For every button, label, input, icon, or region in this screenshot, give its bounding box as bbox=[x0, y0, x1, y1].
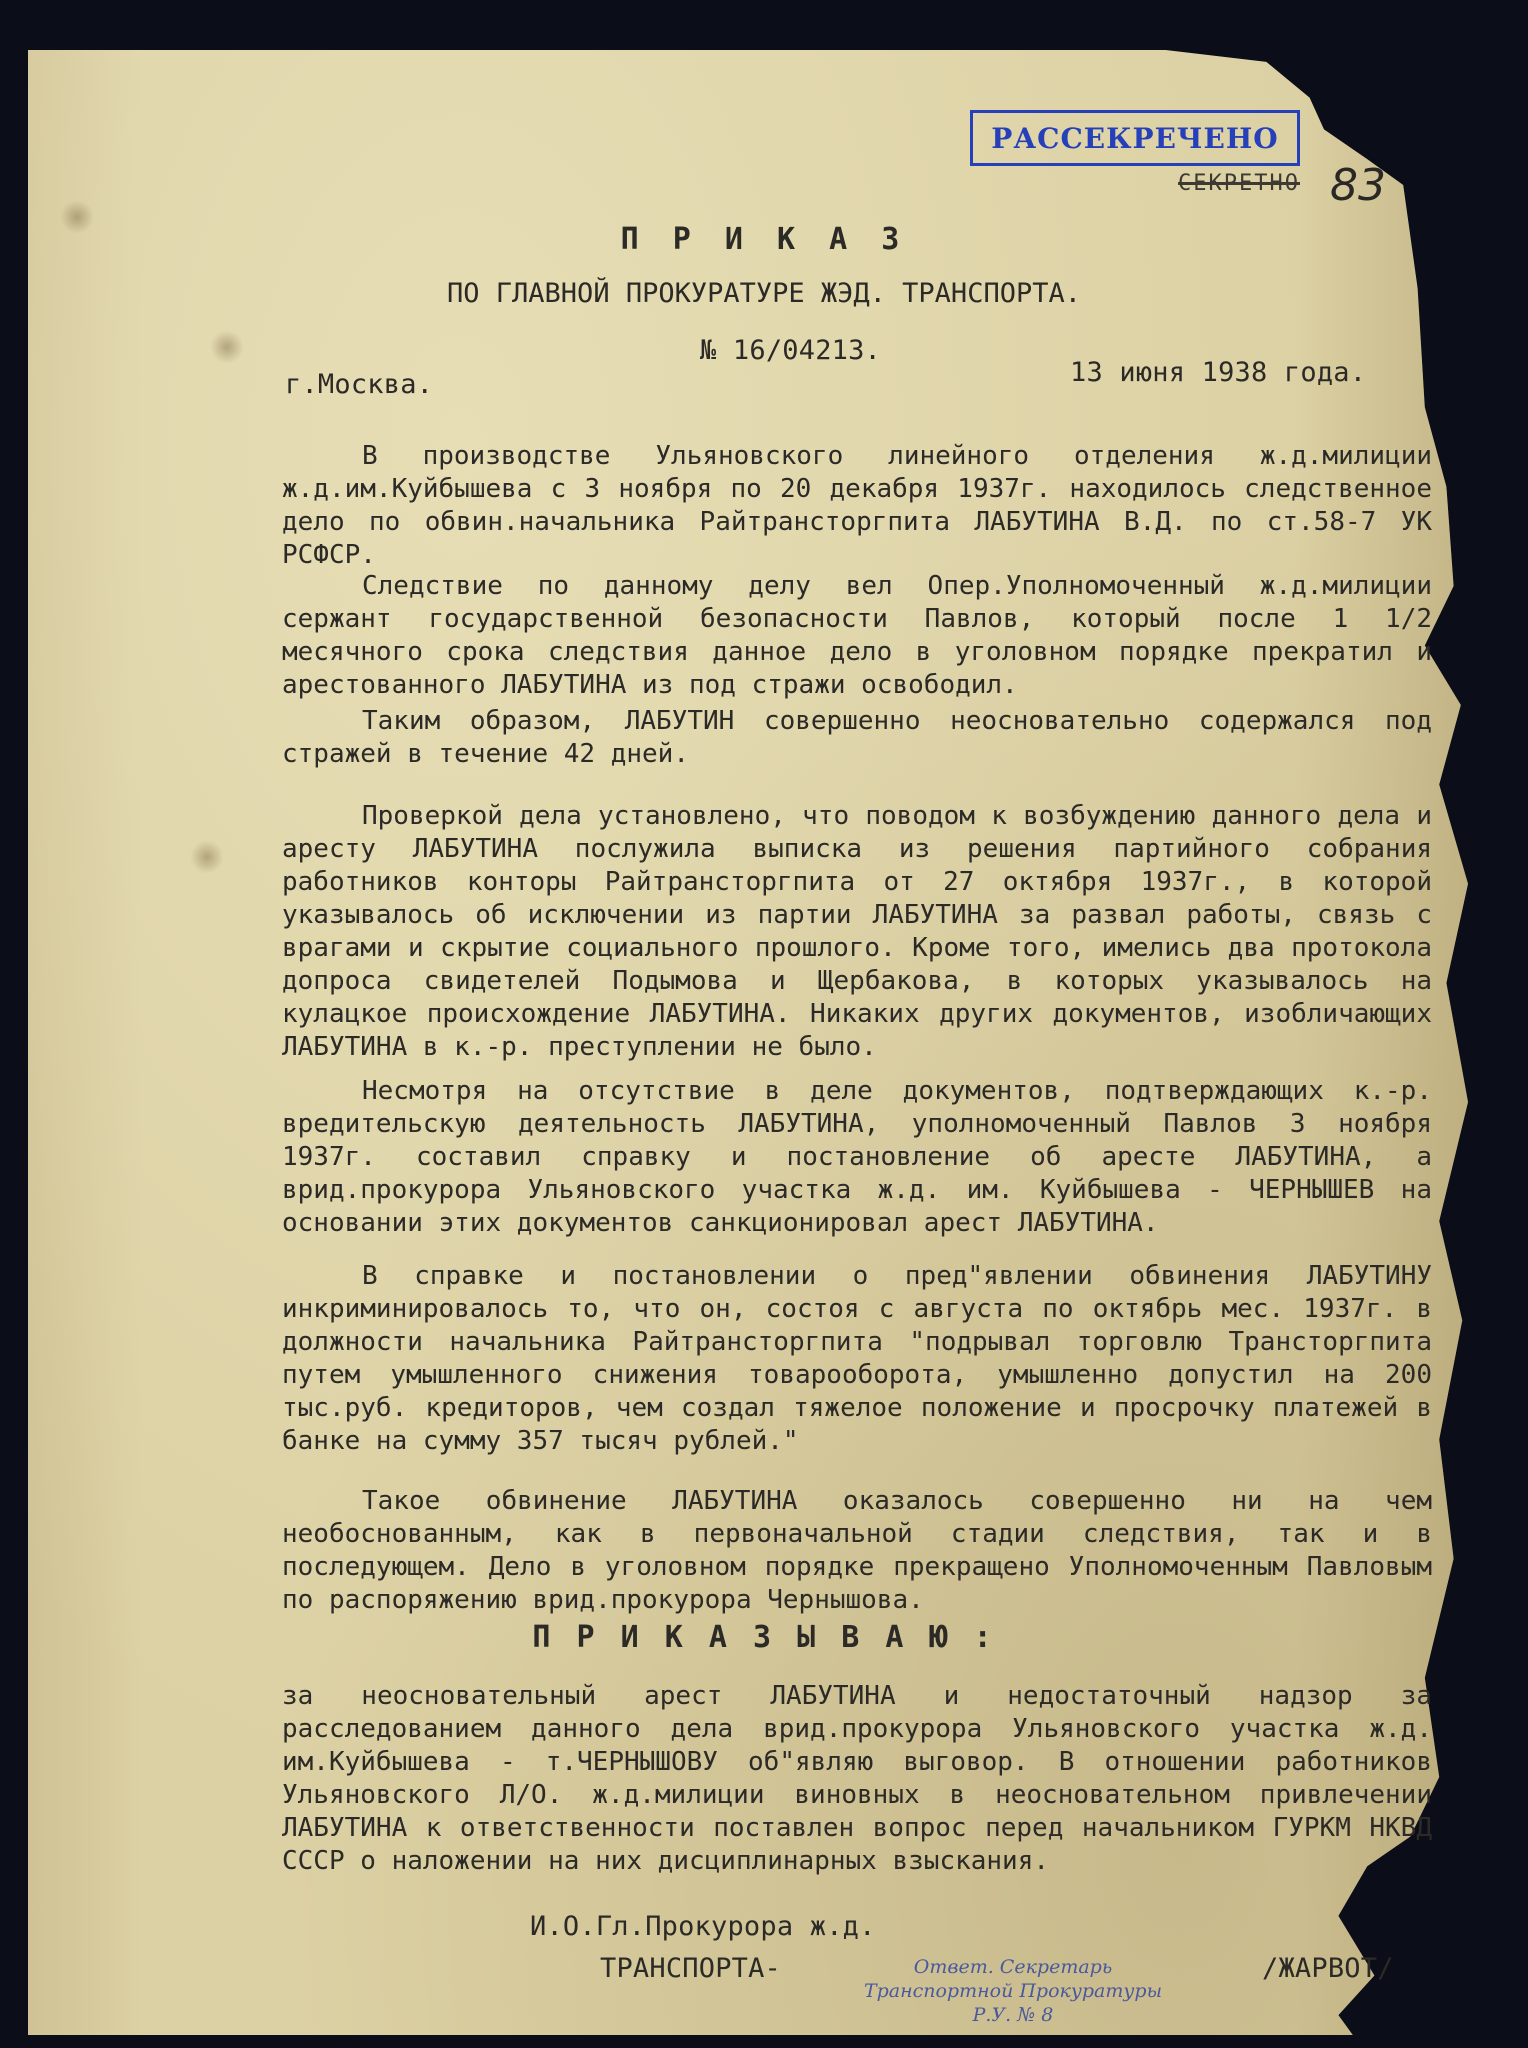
order-text: за неосновательный арест ЛАБУТИНА и недостаточный надзор за расследованием данного дела врид.прокурора Ульяновского участка ж.д. им.Куйбышева - т.ЧЕРНЫШОВУ об"являю выговор. В отношении работников Ульяновского Л/О. ж.д.милиции виновных в неосновательном привлечении ЛАБУТИНА к ответственности поставлен вопрос перед начальником ГУРКМ НКВД СССР о наложении на них дисциплинарных взыскания. bbox=[282, 1681, 1432, 1876]
secretary-stamp bbox=[838, 1955, 1188, 2035]
stamp-line: Ответ. Секретарь bbox=[913, 1956, 1113, 1978]
signature-title-line1: И.О.Гл.Прокурора ж.д. bbox=[530, 1911, 876, 1942]
document-title: П Р И К А З bbox=[620, 222, 908, 257]
paper-blemish bbox=[190, 840, 224, 874]
order-date: 13 июня 1938 года. bbox=[1070, 357, 1367, 388]
paragraph-6: В справке и постановлении о пред"явлении обвинения ЛАБУТИНУ инкриминировалось то, что он, состоя с августа по октябрь мес. 1937г. в должности начальника Райтрансторгпита "подрывал торговлю Трансторгпита путем умышленного снижения товарооборота, умышленно допустил на 200 тыс.руб. кредиторов, чем создал тяжелое положение и просрочку платежей в банке на сумму 357 тысяч рублей." bbox=[282, 1261, 1432, 1456]
paragraph-5: Несмотря на отсутствие в деле документов, подтверждающих к.-р. вредительскую деятельность ЛАБУТИНА, уполномоченный Павлов 3 ноября 1937г. составил справку и постановление об аресте ЛАБУТИНА, а врид.прокурора Ульяновского участка ж.д. им. Куйбышева - ЧЕРНЫШЕВ на основании этих документов санкционировал арест ЛАБУТИНА. bbox=[282, 1076, 1432, 1238]
paragraph-4: Проверкой дела установлено, что поводом к возбуждению данного дела и аресту ЛАБУТИНА послужила выписка из решения партийного собрания работников конторы Райтрансторгпита от 27 октября 1937г., в которой указывалось об исключении из партии ЛАБУТИНА за развал работы, связь с врагами и скрытие социального прошлого. Кроме того, имелись два протокола допроса свидетелей Подымова и Щербакова, в которых указывалось на кулацкое происхождение ЛАБУТИНА. Никаких других документов, изобличающих ЛАБУТИНА в к.-р. преступлении не было. bbox=[282, 801, 1432, 1062]
paragraph-1: В производстве Ульяновского линейного отделения ж.д.милиции ж.д.им.Куйбышева с 3 ноября по 20 декабря 1937г. находилось следственное дело по обвин.начальника Райтрансторгпита ЛАБУТИНА В.Д. по ст.58-7 УК РСФСР. bbox=[282, 441, 1432, 570]
paragraph-2: Следствие по данному делу вел Опер.Уполномоченный ж.д.милиции сержант государственной безопасности Павлов, который после 1 1/2 месячного срока следствия данное дело в уголовном порядке прекратил и арестованного ЛАБУТИНА из под стражи освободил. bbox=[282, 571, 1432, 700]
city: г.Москва. bbox=[285, 369, 434, 400]
declassified-stamp: РАССЕКРЕЧЕНО bbox=[970, 110, 1300, 166]
order-heading: П Р И К А З Ы В А Ю : bbox=[532, 1620, 996, 1655]
paragraph-3: Таким образом, ЛАБУТИН совершенно неосновательно содержался под стражей в течение 42 дней. bbox=[282, 706, 1432, 769]
document-subtitle: ПО ГЛАВНОЙ ПРОКУРАТУРЕ ЖЭД. ТРАНСПОРТА. bbox=[447, 278, 1081, 309]
stamp-line: Р.У. № 8 bbox=[972, 2004, 1054, 2026]
stamp-line: Транспортной Прокуратуры bbox=[863, 1980, 1163, 2002]
signatory-name: /ЖАРВОТ/ bbox=[1262, 1953, 1394, 1984]
paragraph-7: Такое обвинение ЛАБУТИНА оказалось совершенно ни на чем необоснованным, как в первоначальной стадии следствия, так и в последующем. Дело в уголовном порядке прекращено Уполномоченным Павловым по распоряжению врид.прокурора Чернышова. bbox=[282, 1486, 1432, 1615]
order-number: № 16/04213. bbox=[700, 335, 882, 366]
struck-secret-mark: СЕКРЕТНО bbox=[1178, 170, 1300, 196]
paper-blemish bbox=[210, 330, 244, 364]
signature-title-line2: ТРАНСПОРТА- bbox=[600, 1953, 782, 1984]
page-number: 83 bbox=[1330, 160, 1386, 211]
